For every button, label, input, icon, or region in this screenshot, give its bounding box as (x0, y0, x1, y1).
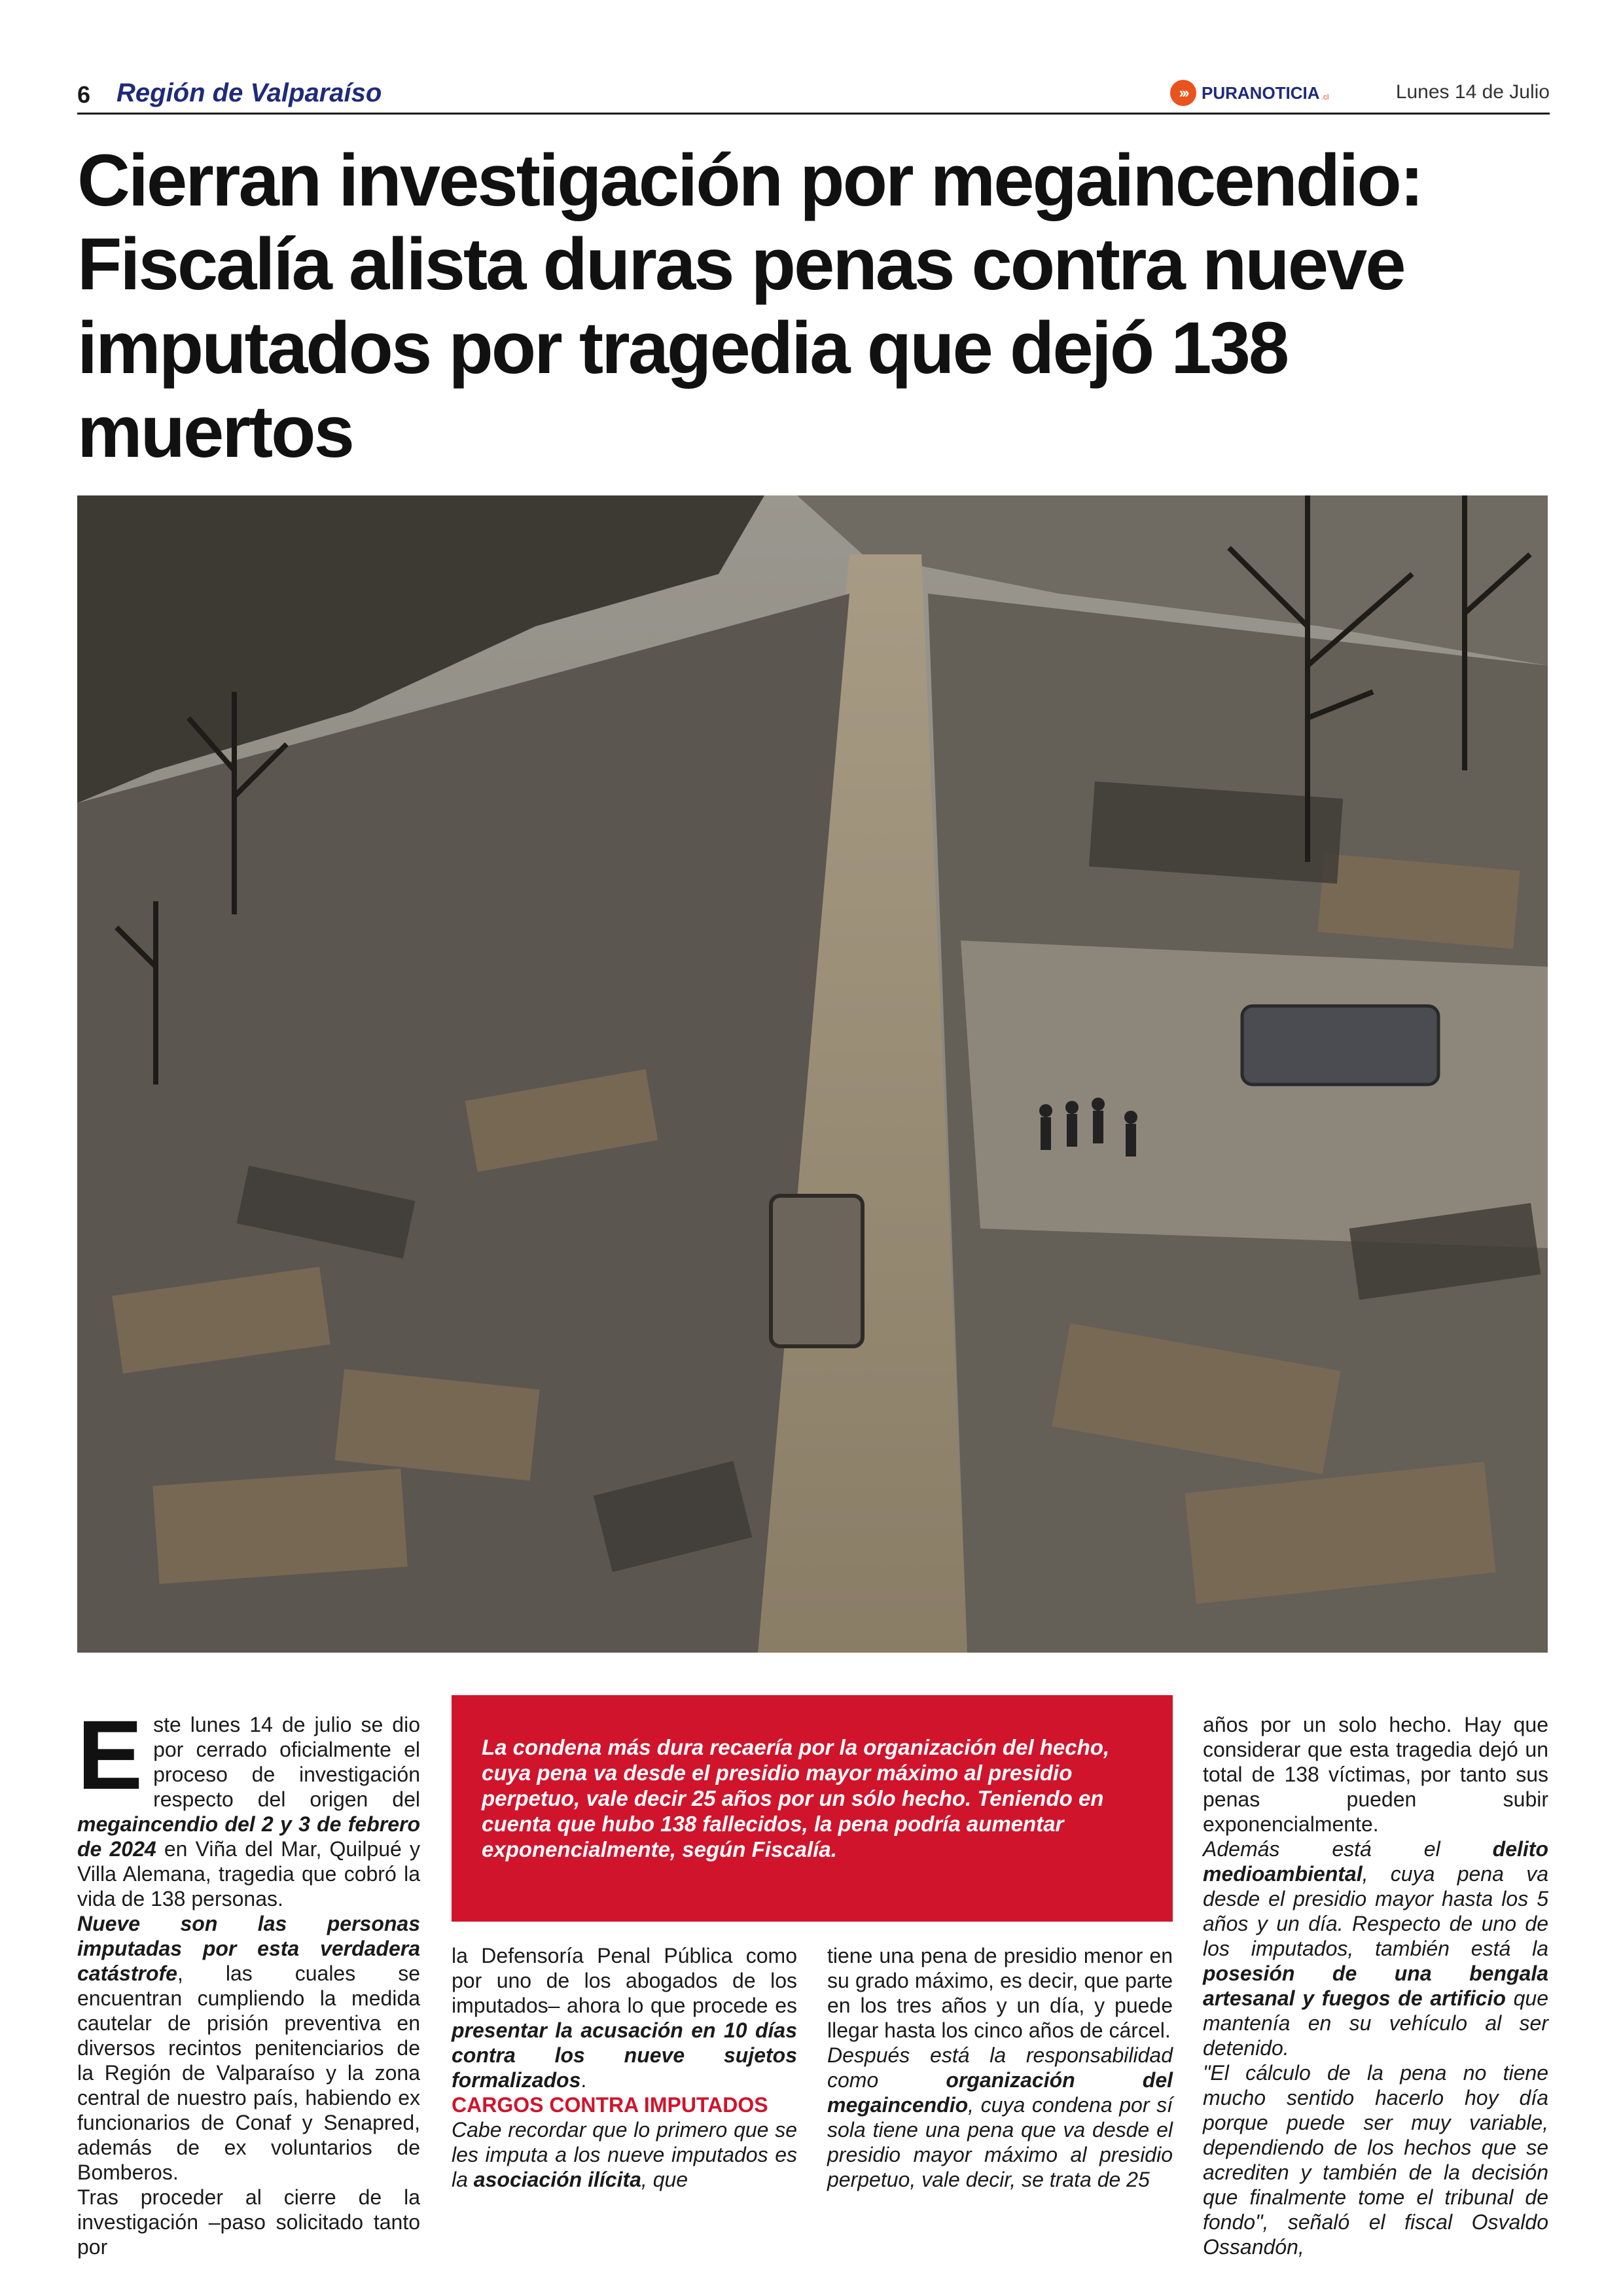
pull-quote-text: La condena más dura recaería por la organización del hecho, cuya pena va desde el presidio mayor máximo al presidio perpetuo, vale decir 25 años por un sólo hecho. Teniendo en cuenta que hubo 138 fallecidos, la pena podría aumentar exponencialmente, según Fiscalía. (482, 1735, 1110, 1861)
headline: Cierran investigación por megaincendio: Fiscalía alista duras penas contra nueve imputados por tragedia que dejó 138 muertos (77, 139, 1423, 473)
article-column-1 (77, 1700, 421, 2259)
lead-emphasis: megaincendio del 2 y 3 de febrero de 2024 (77, 1812, 420, 1861)
issue-date: Lunes 14 de Julio (1395, 81, 1550, 103)
bengala-emphasis: posesión de una bengala artesanal y fuegos de artificio (1203, 1962, 1548, 2010)
cargos-text-c: , que (641, 2168, 688, 2191)
paragraph-pena: tiene una pena de presidio menor en su grado máximo, es decir, que parte en los tres años y un día, y puede llegar hasta los cinco años de cárcel. (827, 1944, 1173, 2042)
lead-text-a: ste lunes 14 de julio se dio por cerrado oficialmente el proceso de investigación respecto del origen del (153, 1713, 420, 1811)
defensoria-text-a: la Defensoría Penal Pública como por uno de los abogados de los imputados– ahora lo que procede es (452, 1944, 797, 2017)
paragraph-medioambiental (1203, 1837, 1548, 2060)
cargos-emphasis: asociación ilícita (473, 2168, 641, 2191)
imputados-text: , las cuales se encuentran cumpliendo la medida cautelar de prisión preventiva en diversos recintos penitenciarios de la Región de Valparaíso y la zona central de nuestro país, habiendo ex funcionarios de Conaf y Senapred, además de ex voluntarios de Bomberos. (77, 1962, 420, 2184)
organizacion-text-c: , cuya condena por sí sola tiene una pena que va desde el presidio mayor máximo al presidio perpetuo, vale decir, se trata de 25 (827, 2093, 1173, 2191)
medioambiental-emphasis: delito medioambiental (1203, 1837, 1548, 1886)
article-column-3 (827, 1943, 1173, 2192)
medioambiental-text-a: Además está el (1203, 1837, 1493, 1861)
article-column-4 (1203, 1712, 1548, 2259)
paragraph-fiscal-quote: "El cálculo de la pena no tiene mucho sentido hacerlo hoy día porque puede ser muy variable, dependiendo de los hechos que se acrediten y también de la decisión que finalmente tome el tribunal de fondo", señaló el fiscal Osvaldo Ossandón, (1203, 2061, 1548, 2259)
page-number: 6 (77, 81, 91, 108)
brand-arrows-icon: ››› (1170, 80, 1196, 106)
medioambiental-text-e: que mantenía en su vehículo al ser detenido. (1203, 1986, 1549, 2060)
organizacion-emphasis: organización del megaincendio (827, 2068, 1173, 2117)
imputados-emphasis: Nueve son las personas imputadas por esta verdadera catástrofe (77, 1912, 420, 1985)
organizacion-text-a: Después está la responsabilidad como (827, 2043, 1173, 2092)
article-column-2 (452, 1943, 797, 2192)
paragraph-imputados (77, 1911, 420, 2185)
paragraph-cargos (452, 2117, 797, 2192)
medioambiental-text-c: , cuya pena va desde el presidio mayor hasta los 5 años y un día. Respecto de uno de los imputados, también está la (1203, 1862, 1548, 1960)
brand-tld: .cl (1321, 92, 1329, 101)
cargos-text-a: Cabe recordar que lo primero que se les imputa a los nueve imputados es la (452, 2118, 797, 2191)
lead-text-c: en Viña del Mar, Quilpué y Villa Alemana, tragedia que cobró la vida de 138 personas. (77, 1837, 421, 1910)
paragraph-victimas: años por un solo hecho. Hay que considerar que esta tragedia dejó un total de 138 víctimas, por tanto sus penas pueden subir exponencialmente. (1203, 1713, 1548, 1836)
paragraph-defensoria (452, 1943, 797, 2092)
defensoria-text-c: . (580, 2068, 587, 2092)
subheading-cargos: CARGOS CONTRA IMPUTADOS (452, 2093, 768, 2117)
section-title: Región de Valparaíso (116, 79, 382, 107)
pull-quote (452, 1695, 1173, 1922)
paragraph-organizacion (827, 2043, 1173, 2192)
defensoria-emphasis: presentar la acusación en 10 días contra los nueve sujetos formalizados (452, 2018, 797, 2092)
page-header (77, 76, 1550, 115)
brand-name: PURANOTICIA (1202, 82, 1320, 103)
header-rule (77, 113, 1550, 115)
paragraph-cierre: Tras proceder al cierre de la investigación –paso solicitado tanto por (77, 2185, 420, 2259)
photo-illustration (77, 495, 1548, 1653)
brand-logo (1170, 80, 1329, 106)
lead-paragraph (77, 1700, 421, 1911)
burned-neighborhood-aerial-photo (77, 495, 1548, 1653)
drop-cap: E (77, 1700, 143, 1810)
